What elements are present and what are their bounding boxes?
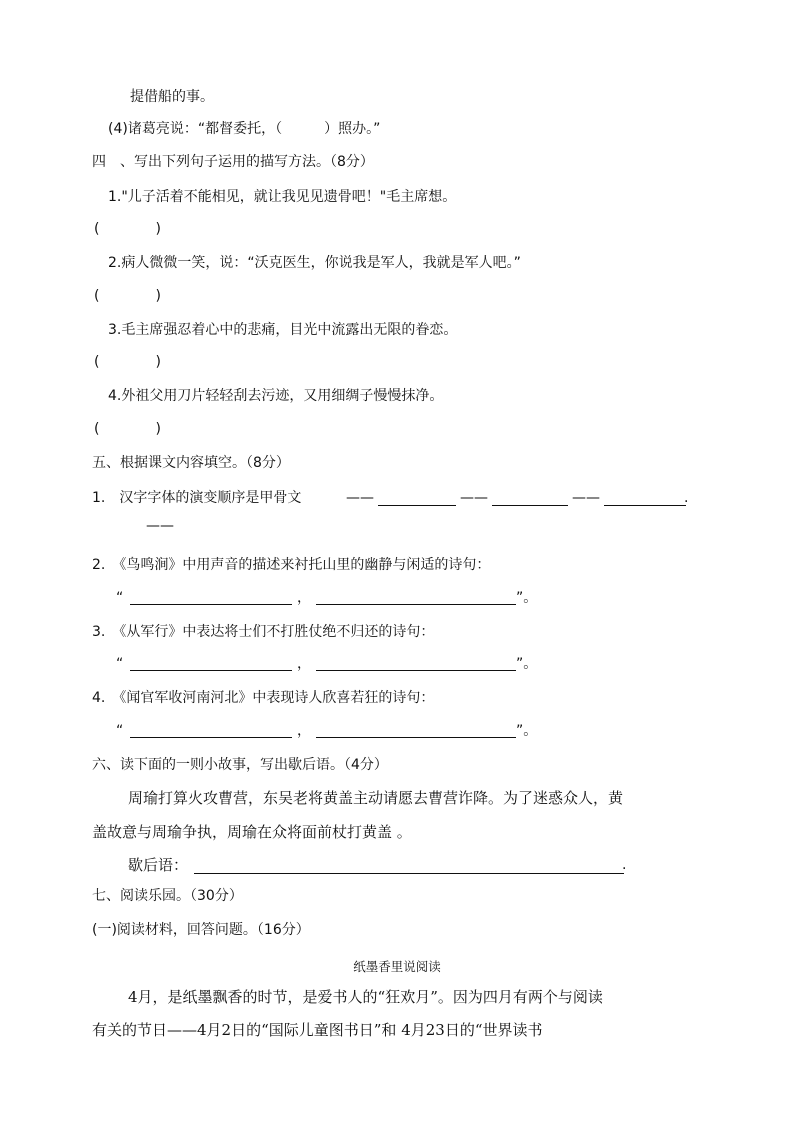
blank-2[interactable]: [492, 505, 568, 506]
sec4-answer-paren-2[interactable]: ( ): [94, 288, 161, 304]
passage-title: 纸墨香里说阅读: [353, 959, 441, 974]
blank-poem-2a[interactable]: [130, 604, 292, 605]
open-quote-4: “: [116, 723, 124, 739]
sec4-item-2: 2.病人微微一笑，说：“沃克医生，你说我是军人，我就是军人吧。”: [108, 255, 521, 271]
sec5-item-3: 3. 《从军行》中表达将士们不打胜仗绝不归还的诗句：: [92, 624, 435, 640]
sec4-answer-paren-4[interactable]: ( ): [94, 421, 161, 437]
blank-poem-4b[interactable]: [316, 737, 516, 738]
section-7-heading: 七、阅读乐园。（30分）: [92, 888, 243, 904]
q3-continuation: 提借船的事。: [130, 89, 214, 105]
open-quote-3: “: [116, 656, 124, 672]
passage-line-1: 4月，是纸墨飘香的时节，是爱书人的“狂欢月”。因为四月有两个与阅读: [128, 988, 603, 1006]
period-1: .: [684, 490, 689, 506]
sec5-item-1: 1. 汉字字体的演变顺序是甲骨文: [92, 490, 302, 506]
reading-part-1-heading: (一)阅读材料，回答问题。（16分）: [92, 922, 310, 938]
comma-2: ，: [297, 590, 311, 606]
sec5-item-4: 4. 《闻官军收河南河北》中表现诗人欣喜若狂的诗句：: [92, 690, 435, 706]
story-line-2: 盖故意与周瑜争执，周瑜在众将面前杖打黄盖 。: [92, 823, 412, 841]
xiehouyu-label: 歇后语：: [128, 856, 189, 874]
sec4-answer-paren-1[interactable]: ( ): [94, 221, 161, 237]
sec5-item-2: 2. 《鸟鸣涧》中用声音的描述来衬托山里的幽静与闲适的诗句：: [92, 557, 491, 573]
blank-poem-3a[interactable]: [130, 670, 292, 671]
passage-line-2: 有关的节日——4月2日的“国际儿童图书日”和 4月23日的“世界读书: [92, 1021, 543, 1039]
sec4-item-4: 4.外祖父用刀片轻轻刮去污迹，又用细绸子慢慢抹净。: [108, 388, 444, 404]
dash-1: ——: [346, 490, 374, 506]
dash-4: ——: [146, 518, 174, 534]
comma-3: ，: [297, 656, 311, 672]
sec4-item-3: 3.毛主席强忍着心中的悲痛，目光中流露出无限的眷恋。: [108, 322, 458, 338]
blank-1[interactable]: [378, 505, 456, 506]
blank-3[interactable]: [604, 505, 686, 506]
q3-item-4: (4)诸葛亮说：“都督委托，（ ）照办。”: [108, 121, 381, 137]
blank-poem-4a[interactable]: [130, 737, 292, 738]
blank-poem-2b[interactable]: [316, 604, 516, 605]
dash-3: ——: [572, 490, 600, 506]
close-quote-4: ”。: [516, 723, 538, 739]
comma-4: ，: [297, 723, 311, 739]
close-quote-2: ”。: [516, 590, 538, 606]
section-5-heading: 五、根据课文内容填空。（8分）: [92, 455, 290, 471]
open-quote-2: “: [116, 590, 124, 606]
dash-2: ——: [460, 490, 488, 506]
section-4-heading: 四 、写出下列句子运用的描写方法。（8分）: [92, 154, 374, 170]
sec4-item-1: 1."儿子活着不能相见，就让我见见遗骨吧！"毛主席想。: [108, 189, 457, 205]
xiehouyu-end-period: .: [622, 857, 627, 873]
close-quote-3: ”。: [516, 656, 538, 672]
story-line-1: 周瑜打算火攻曹营，东吴老将黄盖主动请愿去曹营诈降。为了迷惑众人，黄: [128, 789, 624, 807]
sec4-answer-paren-3[interactable]: ( ): [94, 354, 161, 370]
blank-poem-3b[interactable]: [316, 670, 516, 671]
section-6-heading: 六、读下面的一则小故事，写出歇后语。（4分）: [92, 757, 388, 773]
xiehouyu-answer-blank[interactable]: [194, 873, 624, 874]
